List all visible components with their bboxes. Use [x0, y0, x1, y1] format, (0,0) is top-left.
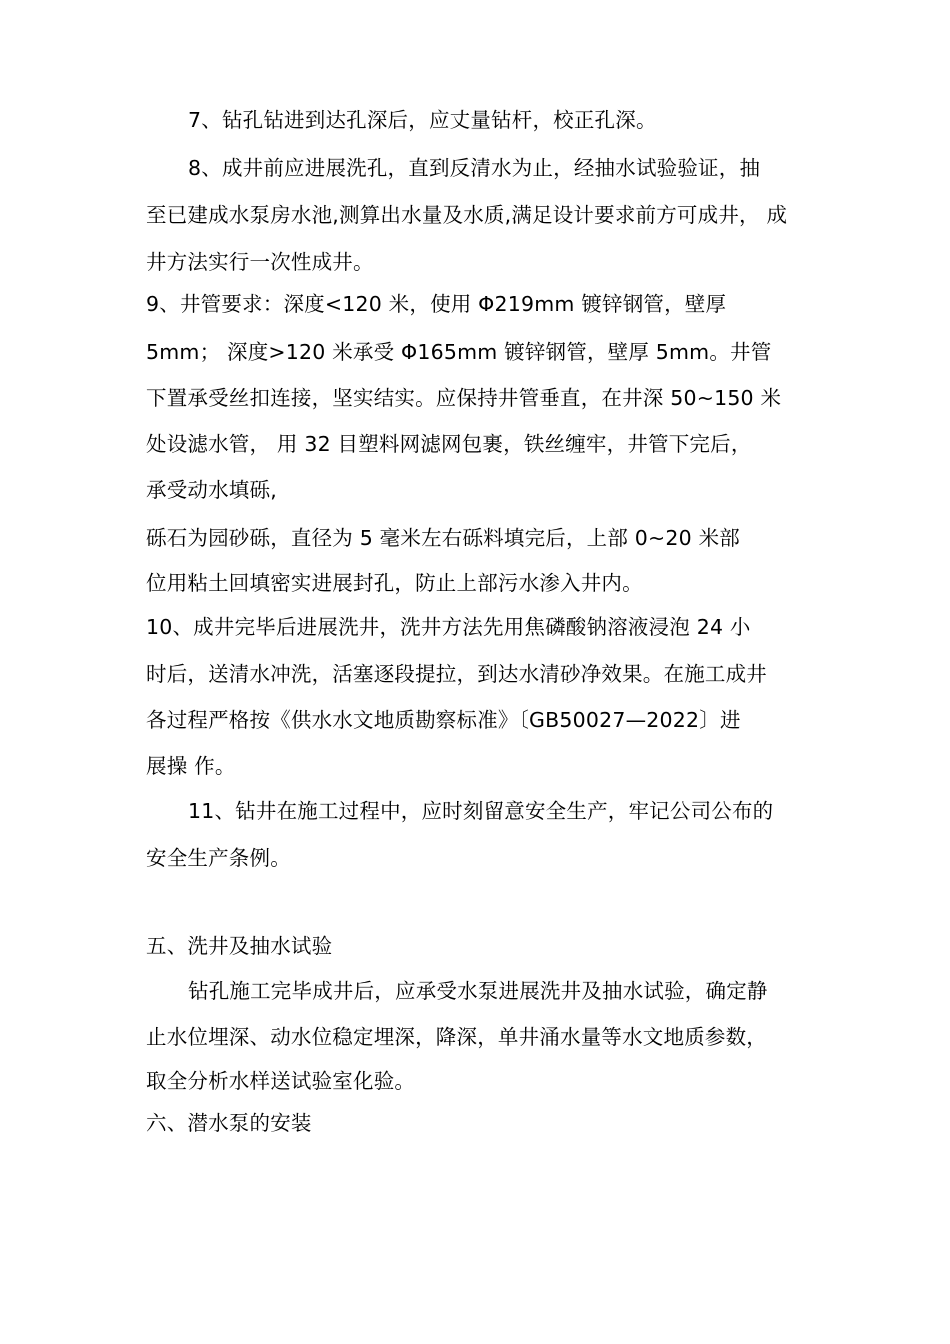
paragraph-line: 7、钻孔钻进到达孔深后，应丈量钻杆，校正孔深。 — [188, 108, 657, 132]
paragraph-line: 位用粘土回填密实进展封孔，防止上部污水渗入井内。 — [146, 571, 643, 595]
paragraph-line: 8、成井前应进展洗孔，直到反清水为止，经抽水试验验证，抽 — [188, 156, 761, 180]
paragraph-line: 下置承受丝扣连接，坚实结实。应保持井管垂直，在井深 50~150 米 — [146, 386, 782, 410]
paragraph-line: 承受动水填砾, — [146, 478, 277, 502]
paragraph-line: 9、井管要求：深度<120 米，使用 Φ219mm 镀锌钢管，壁厚 — [146, 292, 727, 316]
paragraph-line: 10、成井完毕后进展洗井，洗井方法先用焦磷酸钠溶液浸泡 24 小 — [146, 615, 751, 639]
paragraph-line: 安全生产条例。 — [146, 846, 291, 870]
paragraph-line: 处设滤水管， 用 32 目塑料网滤网包裹，铁丝缠牢，井管下完后， — [146, 432, 752, 456]
paragraph-line: 展操 作。 — [146, 754, 236, 778]
section-heading: 六、潜水泵的安装 — [146, 1111, 312, 1135]
paragraph-line: 至已建成水泵房水池,测算出水量及水质,满足设计要求前方可成井， 成 — [146, 203, 788, 227]
paragraph-line: 取全分析水样送试验室化验。 — [146, 1069, 416, 1093]
paragraph-line: 井方法实行一次性成井。 — [146, 250, 374, 274]
paragraph-line: 各过程严格按《供水水文地质勘察标准》〔GB50027—2022〕进 — [146, 708, 741, 732]
paragraph-line: 5mm； 深度>120 米承受 Φ165mm 镀锌钢管，壁厚 5mm。井管 — [146, 340, 772, 364]
paragraph-line: 时后，送清水冲洗，活塞逐段提拉，到达水清砂净效果。在施工成井 — [146, 662, 767, 686]
paragraph-line: 止水位埋深、动水位稳定埋深，降深，单井涌水量等水文地质参数， — [146, 1025, 767, 1049]
section-heading: 五、洗井及抽水试验 — [146, 934, 333, 958]
paragraph-line: 砾石为园砂砾，直径为 5 毫米左右砾料填完后，上部 0~20 米部 — [146, 526, 741, 550]
paragraph-line: 钻孔施工完毕成井后，应承受水泵进展洗井及抽水试验，确定静 — [188, 979, 768, 1003]
paragraph-line: 11、钻井在施工过程中，应时刻留意安全生产，牢记公司公布的 — [188, 799, 774, 823]
